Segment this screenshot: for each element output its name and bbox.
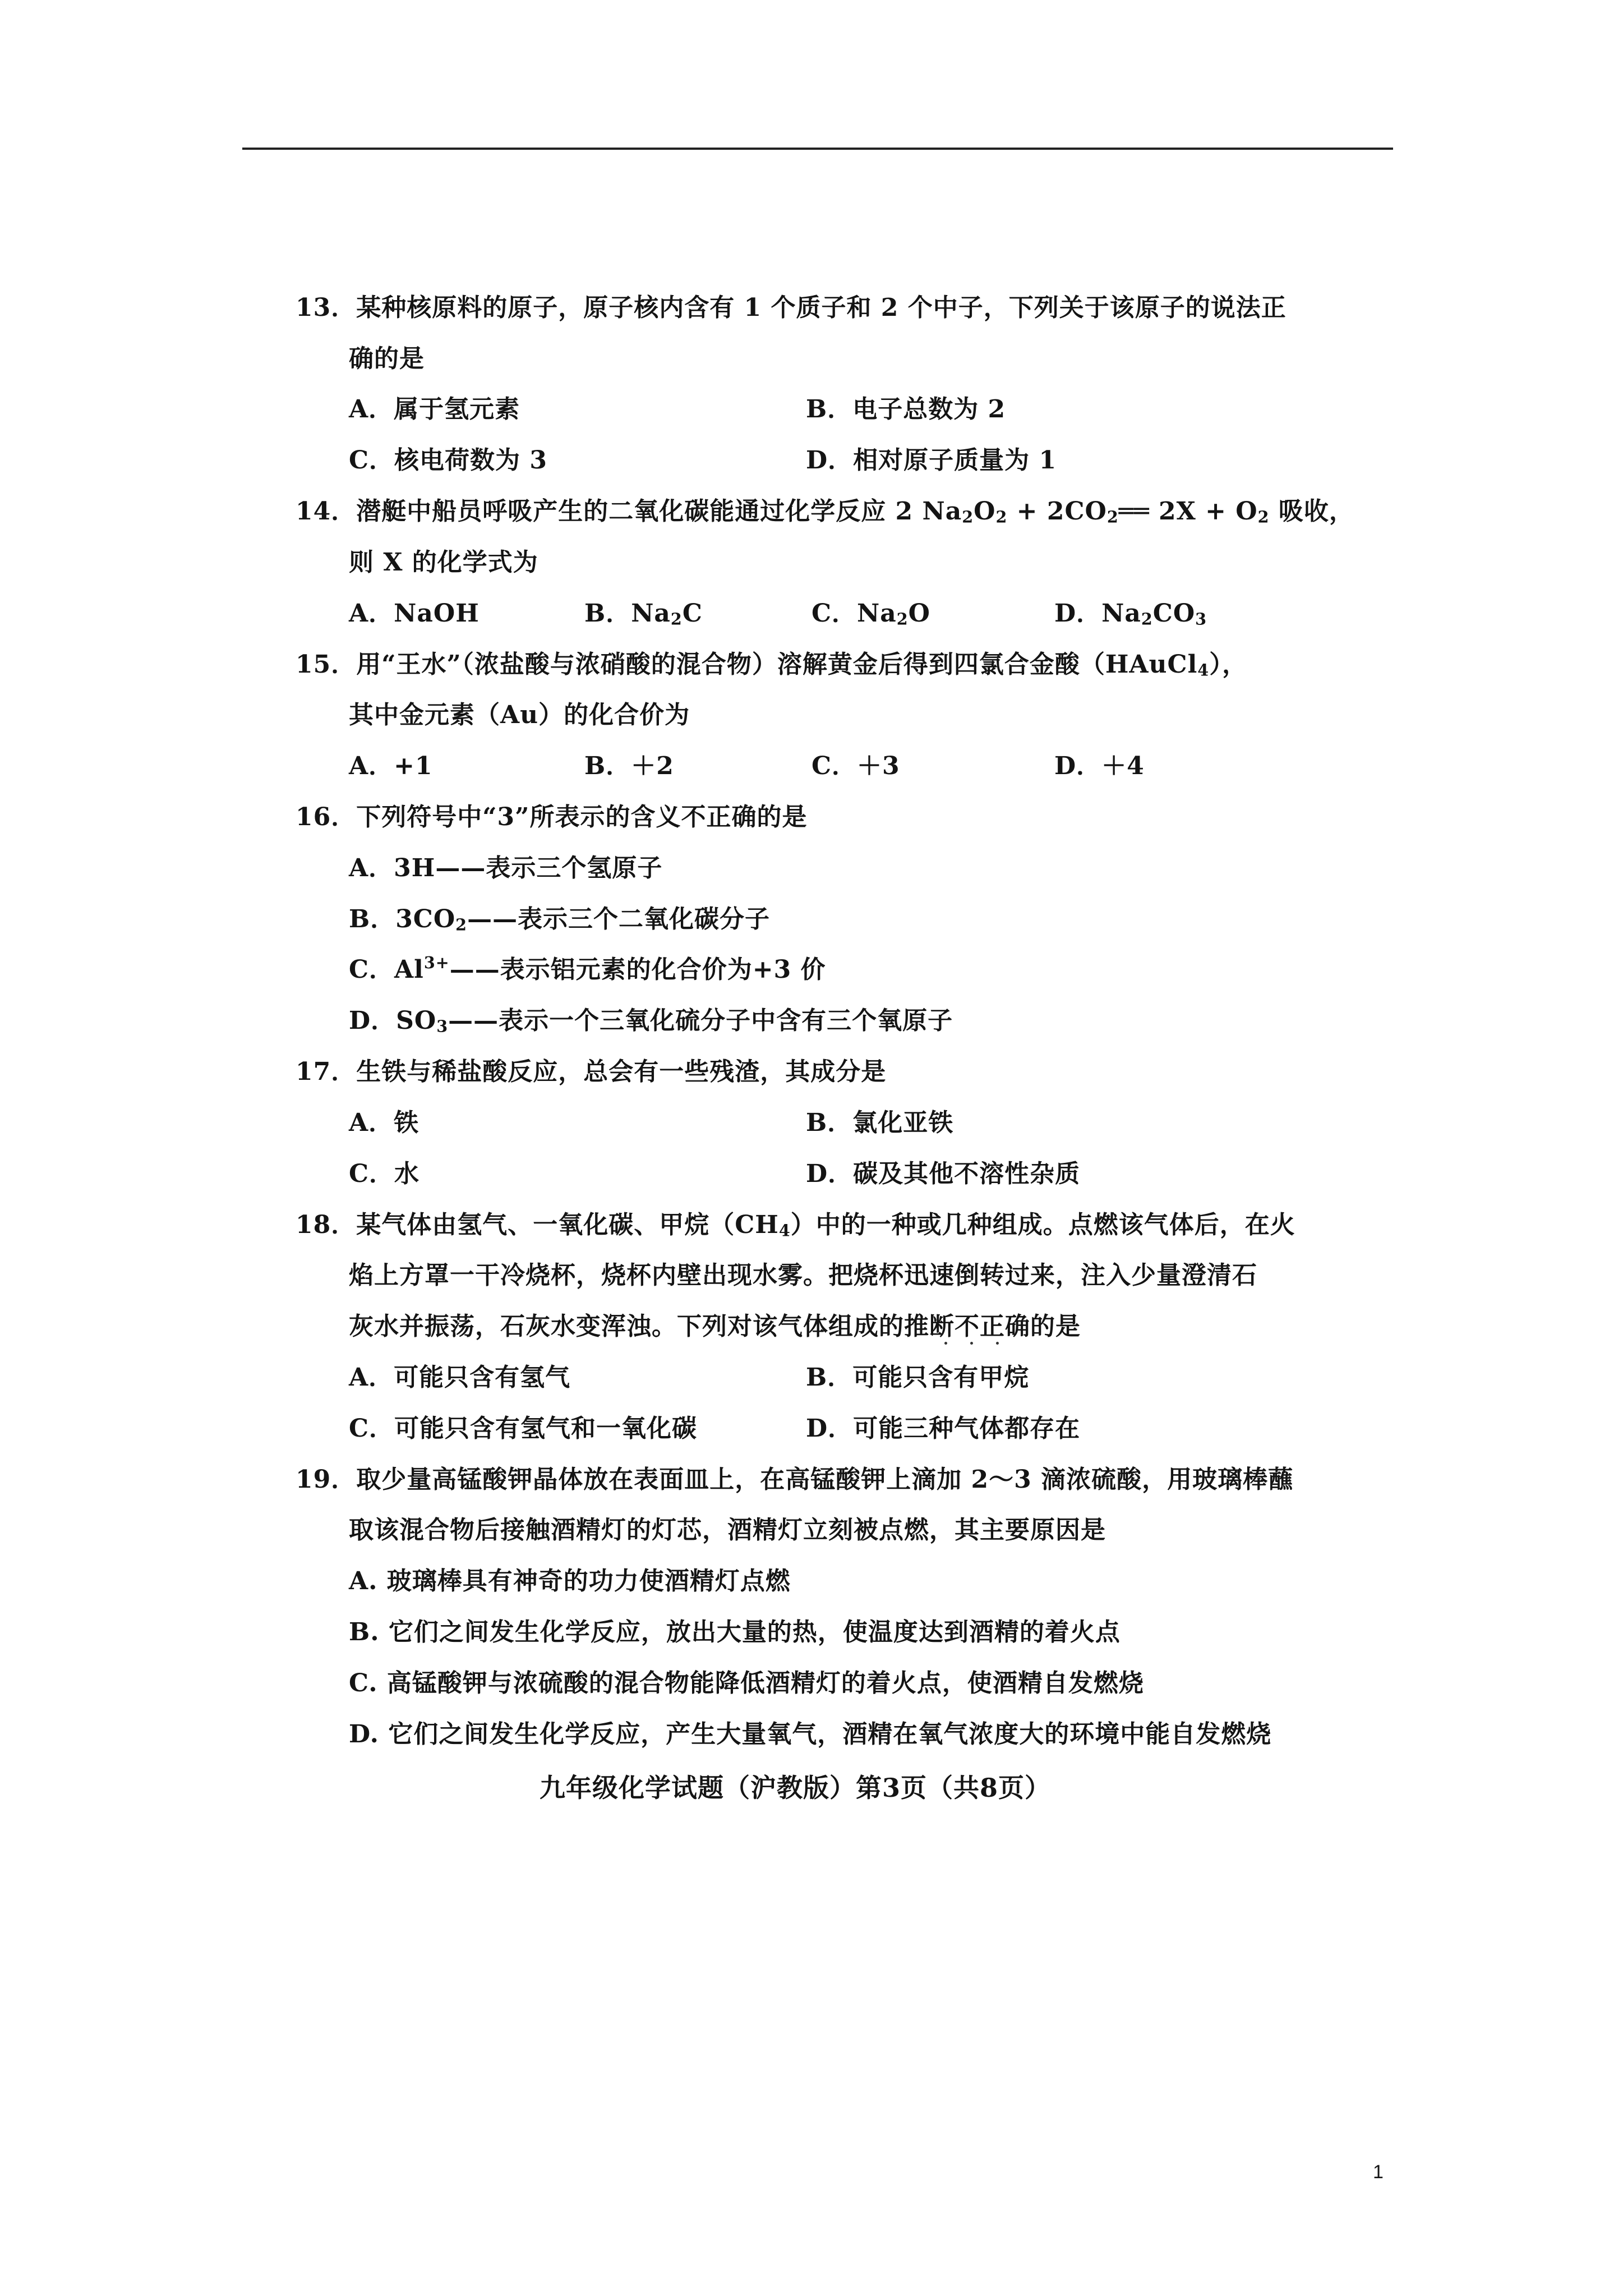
q17-option-d: D．碳及其他不溶性杂质 [806,1159,1081,1188]
q19-option-c: C. 高锰酸钾与浓硫酸的混合物能降低酒精灯的着火点，使酒精自发燃烧 [349,1669,1144,1697]
q16-option-b: B．$3CO_2——$表示三个二氧化碳分子 [349,905,771,935]
emphasis-dot [944,1342,947,1345]
q14-stem-line1: 14．潜艇中船员呼吸产生的二氧化碳能通过化学反应 2 $Na_2O_2$ + $2CO_2══$ $2X + O_2$ 吸收， [296,497,1354,527]
header-rule [242,148,1393,150]
q19-option-b: B. 它们之间发生化学反应，放出大量的热，使温度达到酒精的着火点 [349,1618,1121,1646]
q17-option-c: C．水 [349,1159,420,1188]
q14-option-c: C．$Na_2O$ [811,599,930,629]
q16-option-a: A．3H——表示三个氢原子 [349,854,663,882]
q13-option-c: C．核电荷数为 3 [349,446,547,475]
q19-stem-line2: 取该混合物后接触酒精灯的灯芯，酒精灯立刻被点燃，其主要原因是 [349,1516,1106,1544]
q16-stem: 16．下列符号中“3”所表示的含义不正确的是 [296,803,808,831]
q15-option-b: B．＋2 [584,752,674,780]
q14-stem-line2: 则 X 的化学式为 [349,548,538,577]
q18-option-a: A．可能只含有氢气 [349,1363,571,1392]
emphasis-dot [996,1342,999,1345]
q15-option-a: A．+1 [349,752,433,780]
q19-option-d: D. 它们之间发生化学反应，产生大量氧气，酒精在氧气浓度大的环境中能自发燃烧 [349,1720,1272,1749]
q18-option-c: C．可能只含有氢气和一氧化碳 [349,1414,698,1443]
q19-option-a: A. 玻璃棒具有神奇的功力使酒精灯点燃 [349,1567,791,1595]
q17-option-b: B．氯化亚铁 [806,1108,954,1137]
q13-option-d: D．相对原子质量为 1 [806,446,1057,475]
q15-stem-line1: 15．用“王水”（浓盐酸与浓硝酸的混合物）溶解黄金后得到四氯合金酸（HAuCl$_4$）， [296,650,1248,680]
q15-stem-line2: 其中金元素（Au）的化合价为 [349,701,690,729]
q14-option-b: B．$Na_2C$ [584,599,703,629]
q15-option-d: D．＋4 [1054,752,1145,780]
q13-option-b: B．电子总数为 2 [806,395,1006,424]
q13-stem-line1: 13．某种核原料的原子，原子核内含有 1 个质子和 2 个中子，下列关于该原子的说法正 [296,293,1287,322]
page-number: 1 [1373,2161,1384,2183]
q18-stem-line1: 18．某气体由氢气、一氧化碳、甲烷$(CH_4)$中的一种或几种组成。点燃该气体后，在火 [296,1211,1295,1240]
q19-stem-line1: 19．取少量高锰酸钾晶体放在表面皿上，在高锰酸钾上滴加 2～3 滴浓硫酸，用玻璃棒蘸 [296,1465,1294,1494]
q18-option-d: D．可能三种气体都存在 [806,1414,1081,1443]
q13-option-a: A．属于氢元素 [349,395,520,424]
q17-option-a: A．铁 [349,1108,419,1137]
q18-stem-line3: 灰水并振荡，石灰水变浑浊。下列对该气体组成的推断不正确的是 [349,1312,1081,1341]
q15-option-c: C．＋3 [811,752,900,780]
q17-stem: 17．生铁与稀盐酸反应，总会有一些残渣，其成分是 [296,1057,887,1086]
q16-option-c: C．$Al^{3+}——$表示铝元素的化合价为+3 价 [349,953,826,984]
q14-option-a: A．NaOH [349,599,479,628]
q14-option-d: D．$Na_2CO_3$ [1054,599,1207,629]
page-footer: 九年级化学试题（沪教版）第3页（共8页） [540,1773,1052,1803]
q13-stem-line2: 确的是 [349,344,425,373]
q18-option-b: B．可能只含有甲烷 [806,1363,1030,1392]
emphasis-dot [970,1342,973,1345]
q16-option-d: D．$SO_3——$表示一个三氧化硫分子中含有三个氧原子 [349,1006,953,1036]
q18-stem-line2: 焰上方罩一干冷烧杯，烧杯内壁出现水雾。把烧杯迅速倒转过来，注入少量澄清石 [349,1261,1257,1290]
